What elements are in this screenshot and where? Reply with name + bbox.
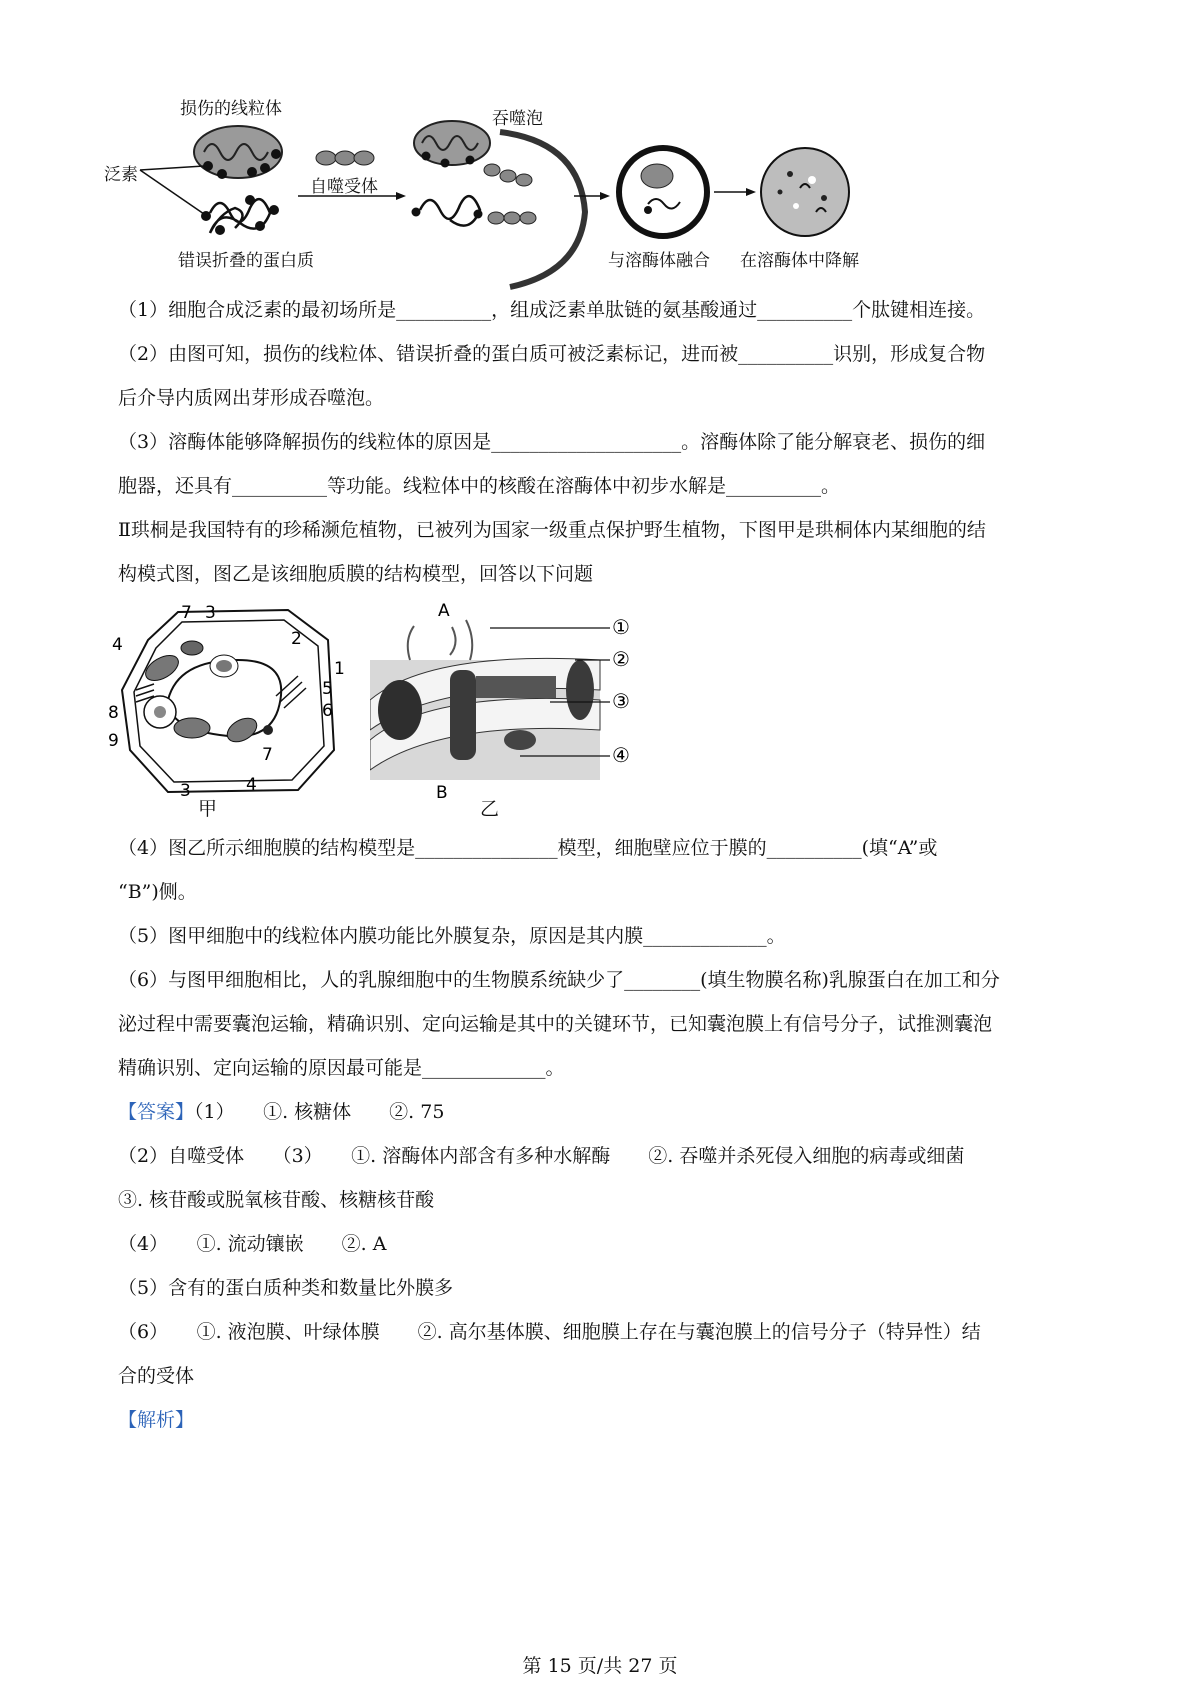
answer-tag: 【答案】: [118, 1101, 195, 1123]
jia-caption: 甲: [198, 798, 218, 820]
analysis-tag: 【解析】: [118, 1409, 195, 1431]
label-degrade: 在溶酶体中降解: [740, 251, 859, 271]
jia-num-3a: 3: [205, 603, 216, 623]
phagophore-stage: [412, 121, 586, 287]
plant-cell-figure: [108, 600, 358, 830]
yi-mark-2: ②: [612, 647, 630, 671]
question-2-line-1: （2）由图可知，损伤的线粒体、错误折叠的蛋白质可被泛素标记，进而被__________识别，形成复合物: [118, 343, 986, 365]
jia-num-5: 5: [322, 679, 333, 699]
yi-mark-1: ①: [612, 615, 630, 639]
question-4-line-2: “B”)侧。: [118, 881, 197, 903]
question-6-line-2: 泌过程中需要囊泡运输，精确识别、定向运输是其中的关键环节，已知囊泡膜上有信号分子，试推测囊泡: [118, 1013, 993, 1035]
membrane-model-diagram: [370, 600, 660, 800]
question-3-line-1: （3）溶酶体能够降解损伤的线粒体的原因是____________________。溶酶体除了能分解衰老、损伤的细: [118, 431, 986, 453]
lysosome-fusion: [619, 148, 707, 236]
jia-num-4a: 4: [112, 635, 123, 655]
label-receptor: 自噬受体: [310, 177, 378, 197]
jia-num-1: 1: [334, 659, 345, 679]
question-6-line-3: 精确识别、定向运输的原因最可能是_____________。: [118, 1057, 565, 1079]
jia-num-8: 8: [108, 703, 119, 723]
label-ubiquitin: 泛素: [104, 165, 138, 185]
jia-num-7: 7: [181, 603, 192, 623]
degradation-lysosome: [761, 148, 849, 236]
jia-num-3b: 3: [180, 781, 191, 800]
damaged-mitochondrion: [194, 126, 282, 179]
answer-6-line-1: （6） ①. 液泡膜、叶绿体膜 ②. 高尔基体膜、细胞膜上存在与囊泡膜上的信号分子（特异性）结: [118, 1321, 981, 1343]
page-footer: 第 15 页/共 27 页: [522, 1655, 678, 1677]
question-5: （5）图甲细胞中的线粒体内膜功能比外膜复杂，原因是其内膜_____________。: [118, 925, 786, 947]
question-1: （1）细胞合成泛素的最初场所是__________，组成泛素单肽链的氨基酸通过__________个肽键相连接。: [118, 299, 986, 321]
part-2-intro-line-1: Ⅱ珙桐是我国特有的珍稀濒危植物，已被列为国家一级重点保护野生植物，下图甲是珙桐体内某细胞的结: [118, 519, 986, 541]
label-autophagosome: 吞噬泡: [492, 109, 543, 129]
yi-mark-3: ③: [612, 689, 630, 713]
label-damaged-mito: 损伤的线粒体: [180, 99, 282, 119]
misfolded-protein: [201, 195, 279, 235]
answer-4: （4） ①. 流动镶嵌 ②. A: [118, 1233, 387, 1255]
autophagy-figure: [100, 88, 1000, 298]
yi-mark-4: ④: [612, 743, 630, 767]
plant-cell-diagram: [108, 600, 358, 800]
jia-num-2: 2: [291, 629, 302, 649]
answer-line-1: [118, 1098, 444, 1126]
question-3-line-2: 胞器，还具有__________等功能。线粒体中的核酸在溶酶体中初步水解是__________。: [118, 475, 841, 497]
yi-label-a: A: [438, 601, 450, 621]
part-2-intro-line-2: 构模式图，图乙是该细胞质膜的结构模型，回答以下问题: [118, 563, 594, 585]
answer-5: （5）含有的蛋白质种类和数量比外膜多: [118, 1277, 454, 1299]
membrane-model-figure: [370, 600, 660, 830]
answer-2: （2）自噬受体 （3） ①. 溶酶体内部含有多种水解酶 ②. 吞噬并杀死侵入细胞的病毒或细菌: [118, 1145, 965, 1167]
question-2-line-2: 后介导内质网出芽形成吞噬泡。: [118, 387, 385, 409]
answer-3: ③. 核苷酸或脱氧核苷酸、核糖核苷酸: [118, 1189, 435, 1211]
jia-num-4b: 4: [246, 775, 257, 795]
question-6-line-1: （6）与图甲细胞相比，人的乳腺细胞中的生物膜系统缺少了________(填生物膜名称)乳腺蛋白在加工和分: [118, 969, 1000, 991]
jia-num-6: 6: [322, 701, 333, 721]
label-misfolded: 错误折叠的蛋白质: [178, 251, 314, 271]
answer-1: （1） ①. 核糖体 ②. 75: [194, 1101, 445, 1123]
jia-num-7b: 7: [262, 745, 273, 765]
answer-6-line-2: 合的受体: [118, 1365, 195, 1387]
jia-num-9: 9: [108, 731, 119, 751]
yi-label-b: B: [436, 783, 448, 800]
question-4-line-1: （4）图乙所示细胞膜的结构模型是_______________模型，细胞壁应位于膜的__________(填“A”或: [118, 837, 938, 859]
receptor-icon: [316, 151, 374, 165]
yi-caption: 乙: [480, 798, 500, 820]
label-fusion: 与溶酶体融合: [608, 251, 710, 271]
